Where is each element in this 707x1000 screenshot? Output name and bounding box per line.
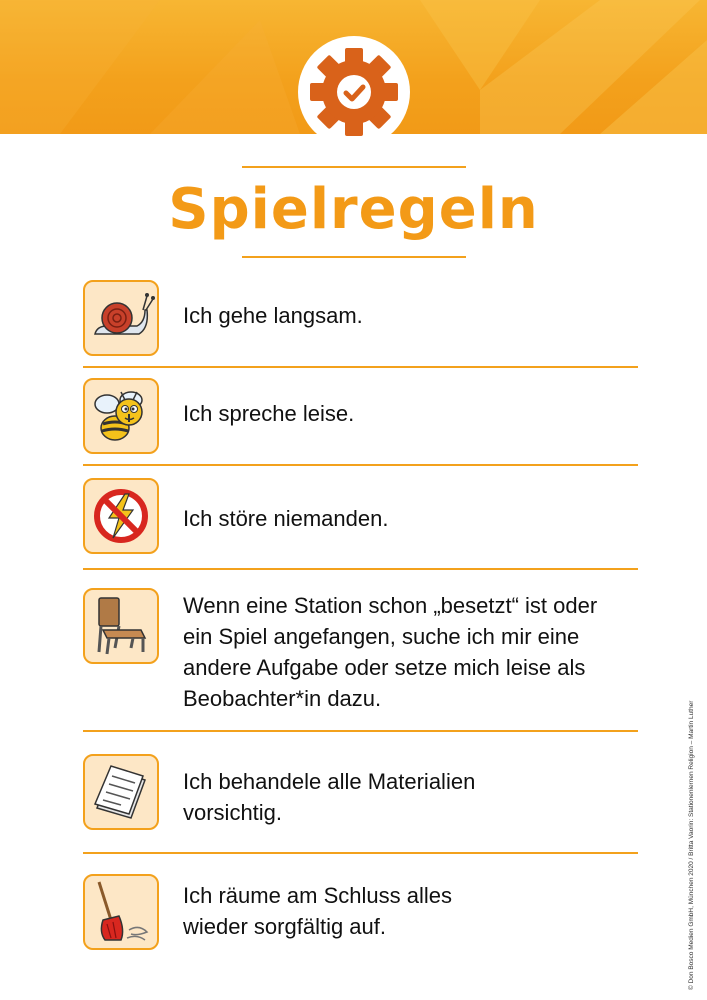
chair-icon xyxy=(83,588,159,664)
divider xyxy=(83,568,638,570)
divider xyxy=(83,366,638,368)
bee-quiet-icon xyxy=(83,378,159,454)
broom-icon xyxy=(83,874,159,950)
divider xyxy=(83,464,638,466)
title-rule-top xyxy=(242,166,466,168)
rule-text: Wenn eine Station schon „besetzt“ ist oder ein Spiel angefangen, suche ich mir eine andere Aufgabe oder setze mich leise als Beobachter*in dazu. xyxy=(183,593,598,711)
copyright-notice: © Don Bosco Medien GmbH, München 2020 / Britta Vaorin: Stationenlernen Religion – Martin Luther xyxy=(688,700,695,990)
title-rule-bottom xyxy=(242,256,466,258)
papers-icon xyxy=(83,754,159,830)
rule-text: Ich gehe langsam. xyxy=(183,303,363,328)
page-title: Spielregeln xyxy=(168,177,539,242)
snail-icon xyxy=(83,280,159,356)
gear-check-icon xyxy=(298,36,410,148)
divider xyxy=(83,730,638,732)
no-disturb-icon xyxy=(83,478,159,554)
rule-text: Ich störe niemanden. xyxy=(183,506,389,531)
rule-text: Ich behandele alle Materialien vorsichtig. xyxy=(183,769,476,825)
rule-text: Ich räume am Schluss alles wieder sorgfältig auf. xyxy=(183,883,452,939)
rule-text: Ich spreche leise. xyxy=(183,401,355,426)
divider xyxy=(83,852,638,854)
